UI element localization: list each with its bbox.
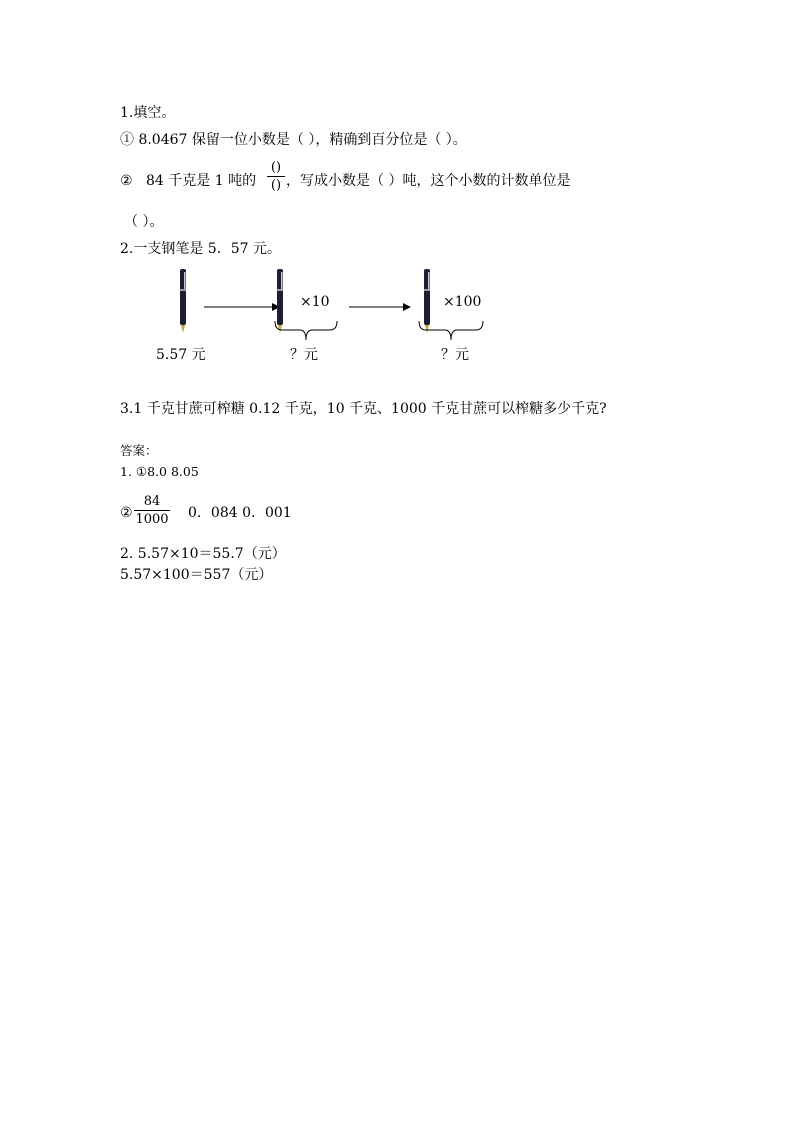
answer-frac-num: 84 [143,494,161,509]
answer-frac-den: 1000 [135,512,169,527]
q2-title: 2.一支钢笔是 5．57 元。 [120,241,281,257]
answer-line4: 5.57×100＝557（元） [120,567,273,583]
arrow-icon [204,302,280,312]
mult10-label: ×10 [300,294,330,310]
q1-frac-num: () [270,160,282,175]
unknown1-label: ？元 [290,347,318,363]
q1-fraction [267,160,285,193]
frac-bar [134,510,170,511]
q1-item2-pre: 84 千克是 1 吨的 [146,173,257,189]
q1-item2-cont: （ ）。 [124,214,164,230]
brace-icon [418,320,484,342]
answer-line1: 1. ①8.0 8.05 [120,464,199,479]
answer-fraction [134,494,170,527]
pen-icon [179,269,187,333]
brace-icon [274,320,338,342]
answer-line2-mark: ② [120,505,133,521]
q1-item2-mark: ② [120,173,133,189]
q1-frac-den: () [270,178,282,193]
answer-heading: 答案： [120,443,158,458]
arrow-icon [349,302,411,312]
q1-item2-post: ，写成小数是（ ）吨，这个小数的计数单位是 [286,173,571,189]
q3-title: 3.1 千克甘蔗可榨糖 0.12 千克，10 千克、1000 千克甘蔗可以榨糖多少千克? [120,401,607,417]
unknown2-label: ？元 [441,347,469,363]
q1-item1: ① 8.0467 保留一位小数是（ ），精确到百分位是（ ）。 [120,132,467,148]
answer-line2-rest: 0．084 0．001 [188,505,292,521]
mult100-label: ×100 [443,294,482,310]
answer-line3: 2. 5.57×10＝55.7（元） [120,546,286,562]
frac-bar [267,176,285,177]
q1-title: 1.填空。 [120,105,176,121]
price-label: 5.57 元 [156,347,206,363]
